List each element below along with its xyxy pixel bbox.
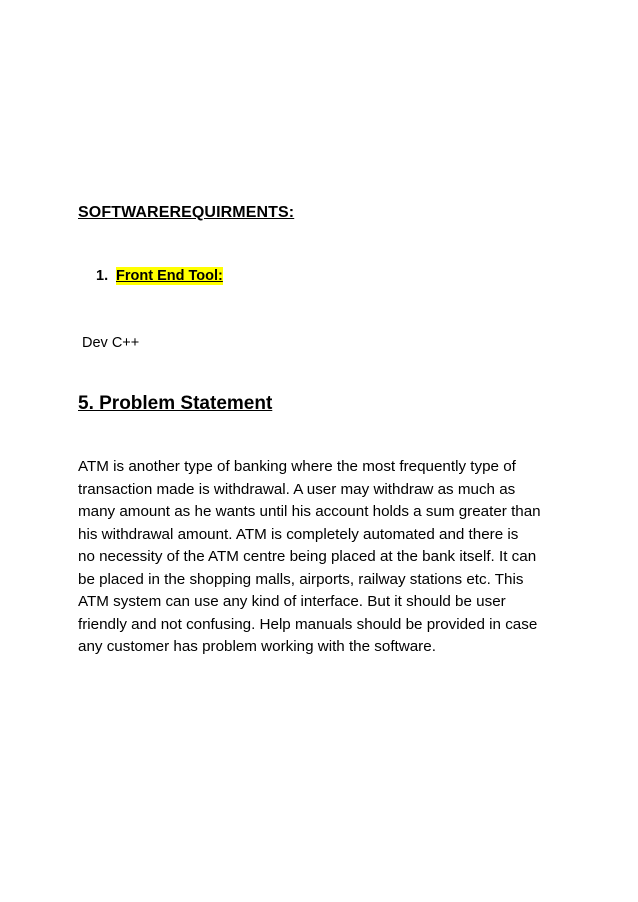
list-item-number: 1. xyxy=(96,268,109,284)
list-item-front-end-tool xyxy=(96,268,223,284)
paragraph-line: ATM is another type of banking where the most frequently type of xyxy=(78,458,516,475)
problem-statement-paragraph xyxy=(78,456,568,659)
paragraph-line: be placed in the shopping malls, airports, railway stations etc. This xyxy=(78,570,524,588)
paragraph-line: his withdrawal amount. ATM is completely automated and there is xyxy=(78,525,519,543)
tool-value: Dev C++ xyxy=(82,335,140,351)
paragraph-line: no necessity of the ATM centre being placed at the bank itself. It can xyxy=(78,548,537,565)
list-item-label: Front End Tool: xyxy=(116,268,223,284)
paragraph-line: ATM system can use any kind of interface. But it should be user xyxy=(78,593,506,610)
paragraph-line: any customer has problem working with the software. xyxy=(78,638,436,655)
software-requirements-heading: SOFTWAREREQUIRMENTS: xyxy=(78,204,295,221)
paragraph-line: friendly and not confusing. Help manuals should be provided in case xyxy=(78,615,538,633)
problem-statement-heading: 5. Problem Statement xyxy=(78,393,273,414)
paragraph-line: many amount as he wants until his account holds a sum greater than xyxy=(78,503,541,520)
paragraph-line: transaction made is withdrawal. A user may withdraw as much as xyxy=(78,480,516,498)
